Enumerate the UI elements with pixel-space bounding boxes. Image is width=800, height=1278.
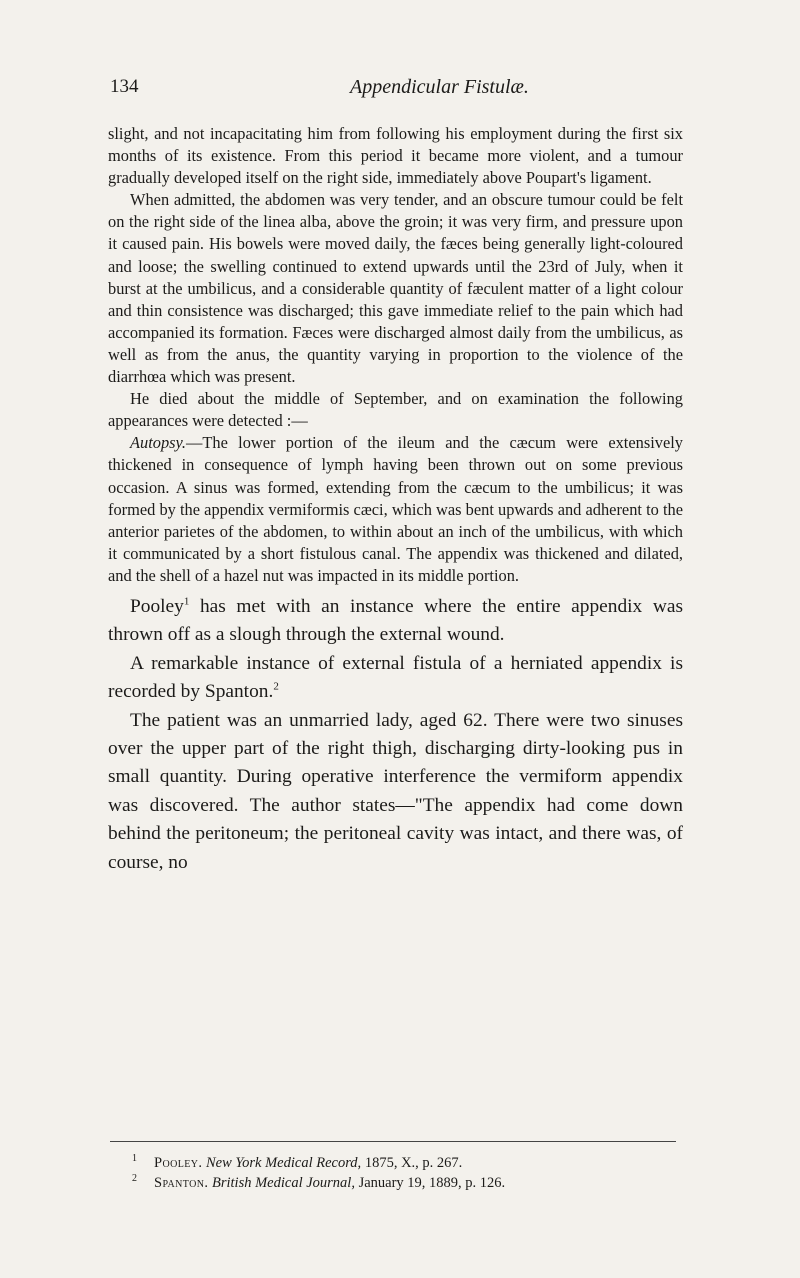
running-title: Appendicular Fistulæ.	[350, 76, 529, 98]
autopsy-text: —The lower portion of the ileum and the cæcum were extensively thickened in consequence of lymph having been thrown out on some previous occasion. A sinus was formed, extending from the cæcum to the umbilicus; it was formed by the appendix vermiformis cæci, which was bent upwards and adherent to the anterior parietes of the abdomen, to within about an inch of the umbilicus, with which it communicated by a short fistulous canal. The appendix was thickened and dilated, and the shell of a hazel nut was impacted in its middle portion.	[108, 433, 683, 585]
page-number: 134	[110, 76, 139, 97]
footnote-rule	[110, 1141, 676, 1142]
pooley-name: Pooley	[130, 595, 184, 617]
footnote-1: 1 Pooley. New York Medical Record, 1875, X., p. 267.	[132, 1153, 463, 1171]
spanton-text: A remarkable instance of external fistula of a herniated appendix is recorded by Spanton.	[108, 652, 683, 703]
commentary-section	[108, 593, 683, 877]
pooley-text: has met with an instance where the entire appendix was thrown off as a slough through the external wound.	[108, 595, 683, 646]
footnote-author: Pooley.	[154, 1155, 203, 1171]
footnote-ref-1: 1	[183, 595, 190, 608]
footnote-author: Spanton.	[154, 1175, 209, 1191]
footnote-detail: 1875, X., p. 267.	[364, 1155, 463, 1171]
paragraph-continuation: slight, and not incapacitating him from following his employment during the first six months of its existence. From this period it became more violent, and a tumour gradually developed itself on the right side, immediately above Poupart's ligament.	[108, 124, 683, 188]
paragraph-spanton	[108, 650, 683, 707]
page-header	[110, 76, 670, 106]
autopsy-heading: Autopsy.	[130, 433, 186, 453]
paragraph-death: He died about the middle of September, and on examination the following appearances were detected :—	[108, 389, 683, 431]
footnote-ref-2: 2	[273, 680, 279, 693]
paragraph-admission: When admitted, the abdomen was very tender, and an obscure tumour could be felt on the right side of the linea alba, above the groin; it was very firm, and pressure upon it caused pain. His bowels were moved daily, the fæces being generally light-coloured and loose; the swelling continued to extend upwards until the 23rd of July, when it burst at the umbilicus, and a considerable quantity of fæculent matter of a light colour and thin consistence was discharged; this gave immediate relief to the pain which had accompanied its formation. Fæces were discharged almost daily from the umbilicus, as well as from the anus, the quantity varying in proportion to the violence of the diarrhœa which was present.	[108, 190, 683, 387]
paragraph-autopsy	[108, 432, 683, 587]
footnote-detail: January 19, 1889, p. 126.	[358, 1175, 506, 1191]
footnote-source: New York Medical Record,	[206, 1155, 362, 1171]
footnote-source: British Medical Journal,	[211, 1175, 355, 1191]
footnote-2: 2 Spanton. British Medical Journal, January 19, 1889, p. 126.	[132, 1173, 506, 1191]
paragraph-patient: The patient was an unmarried lady, aged 62. There were two sinuses over the upper part of the right thigh, discharging dirty-looking pus in small quantity. During operative interference the vermiform appendix was discovered. The author states—"The appendix had come down behind the peritoneum; the peritoneal cavity was intact, and there was, of course, no	[108, 709, 683, 873]
case-report-section	[108, 123, 683, 587]
footnotes	[132, 1153, 692, 1193]
body-text	[108, 123, 683, 877]
paragraph-pooley	[108, 593, 683, 650]
